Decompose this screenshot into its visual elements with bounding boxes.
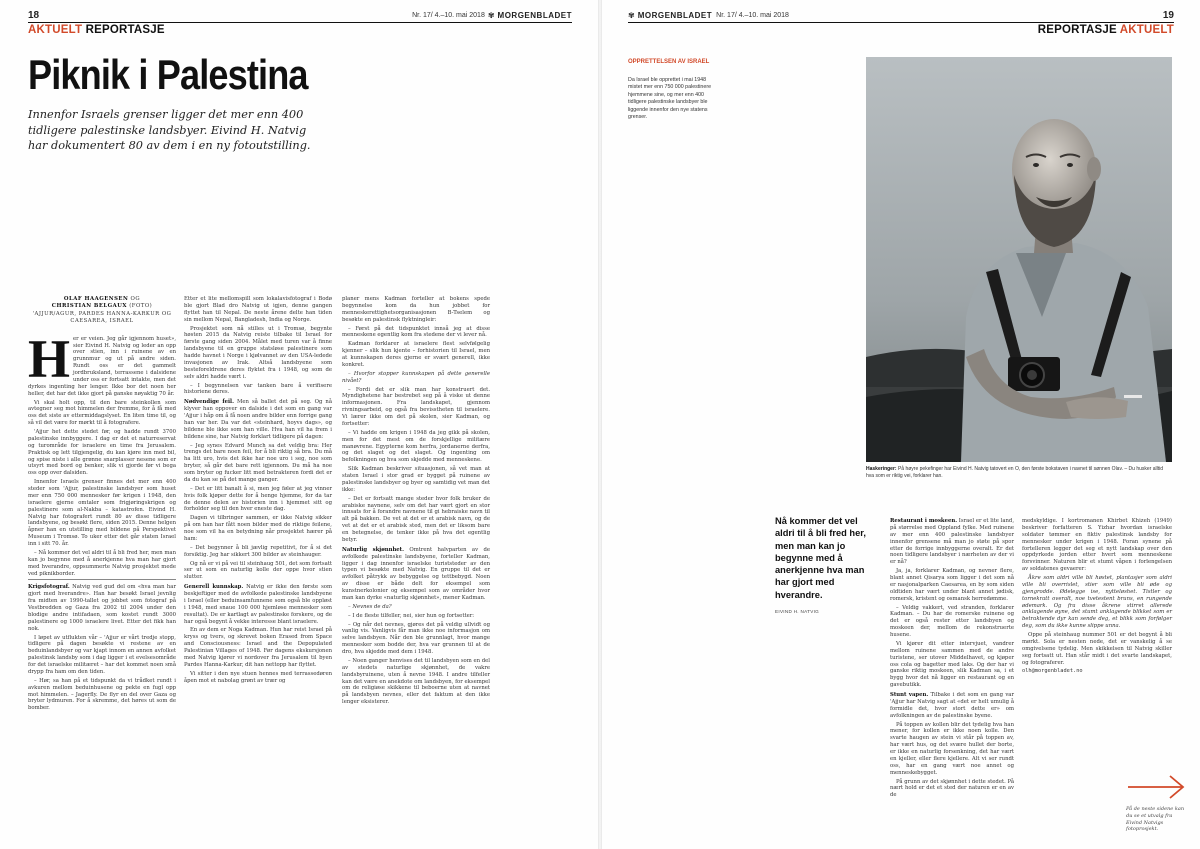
paragraph: – Nå kommer det vel aldri til å bli fred her, men man kan jo begynne med å anerkjenne hva man har gjort med hverandre, oppsummerte Natvig prosjektet mede ved piknikborder. xyxy=(28,549,176,577)
paragraph: – Hvorfor stopper kunnskapen på dette generelle nivået? xyxy=(342,370,490,384)
dropcap: H xyxy=(28,328,71,389)
paragraph: Prosjektet som nå stilles ut i Tromsø, begynte høsten 2015 da Natvig reiste tilbake til Israel for første gang siden 2004. Målet med turen var å finne landsbyene til en gruppe statsløse palestinere som hadde havnet i Norge i kjølvannet av den USA-ledede invasjonen av Irak. Altså landsbyene som besteforeldrene deres flyktet fra i 1948, og som de selv aldri hadde vært i. xyxy=(184,325,332,380)
section-kicker: AKTUELT xyxy=(28,24,83,36)
subheading: Generell kunnskap. xyxy=(184,584,244,591)
paragraph: – Fordi det er slik man har konstruert det. Myndighetene har bestrebet seg på å viske ut denne informasjonen. Fra landskapet, gjennom rivningsarbeid, og også fra bevisstheten til israelere. Vi lærer ikke om det på skolen, sier Kadman, og fortsetter: xyxy=(342,386,490,427)
paragraph: Åkre som aldri ville bli høstet, plantasjer som aldri ville bli overrislet, stier som ville bli øde og gjengrodde. Ødelegge ise, nytteløshet. Tistler og tornekratt overalt, noe tvetestent bruns, en rungende ødemark. Og fra disse åkrene stirret allerede anklagende øyne, det stumt anklagende blikket som er betraktende dyr kan sende deg, et blikk som forfølger deg, som du ikke kunne slippe unna. xyxy=(1022,575,1172,630)
right-column-2 xyxy=(1022,518,1172,677)
paragraph: planer mens Kadman forteller at bokens spede begynnelse kom da hun jobbet for menneskerettighetsorganisasjonen B-Tselem og besøkte en palestinsk flyktningleir: xyxy=(342,296,490,323)
paragraph: Etter et lite mellomspill som lokalavisfotograf i Bodø ble gjort Blad dro Natvig ut igjen, denne gangen flyttet han til Nepal. De neste årene delte han tiden sin mellom Nepal, Bangladesh, India og Norge. xyxy=(184,296,332,323)
paragraph: Kadman forklarer at israelere flest selvfølgelig kjenner – slik hun kjente – forhistorien til Israel, men at kunnskapen deres gjerne er svært generell, ikke konkret. xyxy=(342,341,490,368)
continue-arrow-icon xyxy=(1126,774,1188,800)
paragraph: Ja, ja, forklarer Kadman, og nevner flere, blant annet Qisarya som ligger i det som nå er nasjonalparken Caesarea, en by som siden oldtiden har vært under blant annet jødisk, romersk, kristent og osmansk herredømme. xyxy=(890,568,1014,602)
paragraph: Dagen vi tilbringer sammen, er ikke Natvig sikker på om han har fått noen bilder med de riktige feilene, noe som vil ha en betydning når prosjektet hærer på ham: xyxy=(184,515,332,542)
paragraph: Natvig ved gud del om «hva man har gjort med hverandre». Han har besøkt Israel jevnlig fra midten av 1990-tallet og jobbet som fotograf på Vestbredden og Gaza fra 2002 til 2004 under den blodige andre intifadaen, som kostet rundt 3000 palestinere og 1000 israelere livet. Etter det fikk han nok. xyxy=(28,584,176,632)
paragraph: Tilbake i det som en gang var 'Ajjur har Natvig sagt at «det er helt umulig å formidle det, hvor stort dette er» om avfolkningen av de palestinske byene. xyxy=(890,692,1014,719)
article-column-1 xyxy=(28,296,176,714)
factbox-body: Da Israel ble opprettet i mai 1948 mistet mer enn 750 000 palestinere hjemmene sine, og mer enn 400 tidligere palestinske landsbyer ble liggende innenfor den nye statens grenser. xyxy=(628,77,712,121)
paragraph: Og nå er vi på vei til steinhaug 501, det som fortsatt ser ut som en naturlig kolle der oppe hvor stien slutter. xyxy=(184,560,332,581)
ingress: Innenfor Israels grenser ligger det mer enn 400 tidligere palestinske landsbyer. Eivind H. Natvig har dokumentert 80 av dem i en ny fotoutstilling. xyxy=(28,108,311,153)
paragraph: En av dem er Noga Kadman. Hun har reist Israel på kryss og tvers, og skrevet boken Erased from Space and Consciousness: Israel and the Depopulated Palestinian Villages of 1948. Før dagens ekskursjonen med Natvig kjører vi nordover fra Jerusalem til byen Pardes Hanna-Karkur, dit han nettopp har flyttet. xyxy=(184,627,332,668)
photo-caption xyxy=(866,466,1172,480)
caption-text: På høyre pekefinger har Eivind H. Natvig tatovert en O, den første bokstaven i navnet til sønnen Olav. – Du husker alltid hva som er riktig vei, forklarer han. xyxy=(866,466,1164,479)
paragraph: – Jeg synes Edvard Munch sa det veldig bra: Her trengs det bare noen feil, for å bli riktig så bra. Du må ha litt uro, hvis det ikke har noe uro i seg, noe som bryter, så går det bare rett igjennom. Du må ha noe som bryter og fucker litt med betrakteren fordi det er da du kan se på det mange ganger. xyxy=(184,442,332,483)
right-page xyxy=(602,0,1200,849)
paragraph: Natvig er ikke den første som beskjeftiger med de avfolkede palestinske landsbyene i Israel (eller beduinsamfunnene som også ble oppløst i 1948, med snaue 100 000 hjemløse mennesker som resultat). De er kartlagt av palestinske forskere, og de har også begynt å vekke interesse blant israelere. xyxy=(184,584,332,625)
article-column-3 xyxy=(342,296,490,708)
paper-logo-icon: ✾ xyxy=(628,10,635,20)
paragraph: Israel er et lite land, på størrelse med Oppland fylke. Med ruinene av mer enn 400 palestinske landsbyer innenfor grensene må man jo støte på spor etter de forrige innbyggerne overalt. Er det noen tidligere landsbyer i nærheten av der vi er nå? xyxy=(890,518,1015,566)
paragraph: Innenfor Israels grenser finnes det mer enn 400 steder som 'Ajjur, palestinske landsbyer som huset mer enn 750 000 mennesker før krigen i 1948, den israelere gjerne omtaler som frigjøringskrigen og palestinere som al-Nakba – katastrofen. Eivind H. Natvig har fotografert rundt 80 av disse tidligere landsbyene, og besøkt flere, siden 2015. Denne helgen åpner han en utstilling med bildene på Perspektivet Museum i Tromsø. To uker etter det går staten Israel inn i sitt 70. år. xyxy=(28,479,176,547)
byline-and: OG xyxy=(130,296,141,302)
paragraph: – Først på det tidspunktet innså jeg at disse menneskene egentlig kom fra stedene der vi lever nå. xyxy=(342,325,490,339)
author-email: olh@morgenbladet.no xyxy=(1022,668,1083,675)
right-column-1 xyxy=(890,518,1014,801)
paragraph: Vi skal holt opp, til den bare steinkollen som avtegner seg mot himmelen der fremme, for å få med oss det siste av ettermiddagslyset. En liten time til, og så vil det være for mørkt til å fotografere. xyxy=(28,399,176,427)
left-page xyxy=(0,0,598,849)
paragraph: – Det begynner å bli jævlig repetitivt, for å si det forsiktig. Jeg har sikkert 300 bilder av steinhauger. xyxy=(184,544,332,558)
page-number: 18 xyxy=(28,9,40,21)
section-header xyxy=(628,22,1174,38)
section-name: REPORTASJE xyxy=(1037,24,1117,36)
right-folio-bar xyxy=(628,8,1174,22)
portrait-illustration xyxy=(866,57,1172,462)
factbox-title: OPPRETTELSEN AV ISRAEL xyxy=(628,59,710,65)
paragraph: 'Ajjur het dette stedet før, og hadde rundt 3700 palestinske innbyggere. I dag er det et naturreservat og turområde for israelere en time fra Jerusalem. Praktisk og lett tilgjengelig, du kan kjøre inn med bil, og spise niste i alle grønne snarplasser nesene som er utsyrt med bord og benker, slik vi gjorde før vi bega oss opp over dalsiden. xyxy=(28,429,176,477)
caption-label: Haskeringer: xyxy=(866,466,897,472)
continuation-note: På de neste sidene kan du se et utvalg fra Eivind Natvigs fotoprosjekt. xyxy=(1126,806,1185,833)
paragraph: medskyldige. I kortromanen Khirbet Khizeh (1949) beskriver forfatteren S. Yizhar hvordan israelske soldater tømmer en fiktiv palestinsk landsby for mennesker under krigen i 1948. Foran synene på fortelleren legger det seg et nytt landskap over den oppdyrkede jorden etter hvert som menneskene forsvinner. Naturen blir et stumt våpen i forlengelsen av soldatenes gevaerer: xyxy=(1022,518,1172,573)
subheading: Naturlig skjønnhet. xyxy=(342,546,404,553)
section-header xyxy=(28,22,572,38)
subheading: Nødvendige feil. xyxy=(184,399,234,406)
pull-quote: Nå kommer det vel aldri til å bli fred her, men man kan jo begynne med å anerkjenne hva man har gjort med hverandre. xyxy=(775,516,866,600)
paper-logo-icon: ✾ xyxy=(487,10,495,20)
paragraph: Slik Kadman beskriver situasjonen, så vet man at staten Israel i stor grad er bygget på ruinene av palestinske landsbyer og byer og samtidig vet man det ikke: xyxy=(342,466,490,493)
paragraph: – I de fleste tilfeller, nei, sier hun og fortsetter: xyxy=(348,612,475,619)
byline-place: 'AJJUR/AGUR, PARDES HANNA-KARKUR OG CAESAREA, ISRAEL xyxy=(32,310,172,325)
byline-photo-label: (FOTO) xyxy=(129,303,153,310)
paper-name: MORGENBLADET xyxy=(497,10,572,20)
subheading: Krigsfotograf. xyxy=(28,584,70,591)
page-number: 19 xyxy=(1162,9,1174,21)
paragraph: er er veien. Jeg går igjennom huset», sier Eivind H. Natvig og leder an opp over stien, inn i ruinene av en grunnmur og ut på andre siden. Rundt oss er det gammelt jordbruksland, terrassene i dalsidene under oss er fortsatt intakte, men det dyrkes ingenting her lenger. Ikke bor det noen her heller, det har det ikke gjort på ganske nøyaktig 70 år. xyxy=(28,335,176,397)
paragraph: – Og når det nevnes, gjøres det på veldig ullvidt og vanlig vis. Vanligvis får man ikke noe informasjon om selve landsbyen. Når den ble grunnlagt, hvor mange mennesker som bodde der, hva var grunnen til at de dro, hva skjedde med dem i 1948. xyxy=(342,621,490,655)
subheading: Restaurant i moskeen. xyxy=(890,518,958,524)
paragraph: På grunn av det skjønnhet i dette stedet. På nært hold er det et sted der naturen er en av de xyxy=(890,778,1014,799)
pull-quote-attribution: EIVIND H. NATVIG xyxy=(775,609,820,614)
byline-authors: OLAF HAAGENSEN xyxy=(63,296,129,302)
paragraph: Men så ballet det på seg. Og nå klyver han oppover en dalside i det som en gang var 'Ajjur i håp om å få noen andre bilder enn forrige gang han var her. Da var det «steinhard, hoyvs dags», og bildene ble ikke som han ville. Hva han vil ha frem i bildene sine, har Natvig forklart tidligere på dagen: xyxy=(184,399,332,440)
paragraph: – Hør, sa han på et tidspunkt da vi trådket rundt i avkuren mellom beduinhusene og pekte en fugl opp mot himmelen. – Jagerfly. De flyr en del over Gaza og bryter lydmuren. For å skremme, det høres ut som de bomber. xyxy=(28,677,176,712)
paragraph: Vi kjører dit etter intervjuet, vandrer mellom ruinene sammen med de andre turistene, ser utover Middelhavet, og kjøper oss cola og bagetter med laks. Og der har vi ganske riktig moskeen, slik Kadman sa, i et bygg hvor det nå ligger en restaurant og en gavebutikk. xyxy=(890,640,1014,689)
paragraph: Oppe på steinhaug nummer 501 er det begynt å bli mørkt. Sola er nesten nede, det er vanskelig å se omgivelsene tydelig. Men skikkelsen til Natvig skiller seg fortsatt ut. Han står midt i det svarte landskapet, og fotograferer. xyxy=(1022,632,1172,666)
subheading: Stunt vapen. xyxy=(890,692,929,698)
paragraph: – Nevnes de da? xyxy=(348,603,392,610)
left-folio-bar xyxy=(28,8,572,22)
paragraph: Omtrent halvparten av de avfolkede palestinske landsbyene, forteller Kadman, ligger i dag innenfor israelske turiststeder av den typen vi besøkte med Natvig. En gruppe til det er avfolket påtrykk av bebyggelse og tettbebygd. Noen av disse er både delt for eksempel som kunstnerkolonier og eksempel som av områder hvor man kan dyrke «naturlig skjønnhet», mener Kadman. xyxy=(342,546,490,601)
paragraph: I løpet av utflukten vår – 'Ajjur er vårt tredje stopp, tidligere på dagen besøkte vi restene av en beduinlandsbyer og var kjapt innom en annen avfolket palestinsk landsby som i dag ligger i et evelsesområde for det israelske militæret – har det kommet noen små drypp fra ham om den tiden. xyxy=(28,634,176,675)
byline xyxy=(28,296,176,326)
paragraph: – Veldig vakkert, ved stranden, forklarer Kadman. – Du har de romerske ruinene og det er også rester etter landsbyen og moskeen der, mellom de rekonstruerte husene. xyxy=(890,604,1014,638)
paragraph: – Vi hadde om krigen i 1948 da jeg gikk på skolen, men for det mest om de forskjellige militære manøvrene. Egypterne kom herfra, jordanerne derfra, og det slaget og det slaget. Og ingenting om befolkningen og hva som skjedde med menneskene. xyxy=(342,429,490,464)
paper-name: MORGENBLADET xyxy=(637,10,713,20)
issue-date: Nr. 17/ 4.–10. mai 2018 xyxy=(716,11,789,19)
paragraph: – Det er fortsatt mange steder hvor folk bruker de arabiske navnene, selv om det har vært gjort en stor innsats for å forandre navnene til gi hebraiske navn til alt på bakken. De vet at det er et arabisk navn, og de vet at det er et arabisk sted, men det er liksom bare en betegnelse, de tenker ikke på hva det egentlig betyr. xyxy=(342,495,490,543)
paragraph: – Noen ganger henvises det til landsbyen som en del av stedets naturlige skjønnhet, de vakre landsbyruinene, uten å nevne 1948. I andre tilfeller kan det være en anekdote om landsbyen, for eksempel om de religiøse skikkene til beboerne uten at navnet på landsbyen nevnes, eller det faktum at den ikke lenger eksisterer. xyxy=(342,657,490,706)
paragraph: Vi sitter i den nye stuen hennes med terrassedøren åpen mot et nabolag grønt av trær og xyxy=(184,670,332,684)
byline-photographer: CHRISTIAN BELGAUX xyxy=(51,303,128,310)
paragraph: – I begynnelsen var tanken bare å verifisere historiene deres. xyxy=(184,382,332,396)
portrait-photo xyxy=(866,57,1172,462)
article-column-2 xyxy=(184,296,332,686)
paragraph: På toppen av kollen blir det tydelig hva han mener, for kollen er ikke noen kolle. Den svarte haugen av stein vi står på toppen av, har vært hus, og det svære hullet der borte, er ikke en naturlig forsenkning, det har vært en kjeller, eller flere kjellere. Alt vi ser rundt oss, har en gang vært noe annet og menneskebygget. xyxy=(890,721,1014,776)
section-kicker: AKTUELT xyxy=(1119,24,1174,36)
section-name: REPORTASJE xyxy=(85,24,165,36)
issue-date: Nr. 17/ 4.–10. mai 2018 xyxy=(412,11,485,19)
headline: Piknik i Palestina xyxy=(28,51,308,98)
paragraph: – Det er litt banalt å si, men jeg føler at jeg vinner hvis folk kjøper dette for å henge hjemme, for da tar de denne delen av historien inn i hjemmet sitt og forholder seg til den hver eneste dag. xyxy=(184,485,332,513)
